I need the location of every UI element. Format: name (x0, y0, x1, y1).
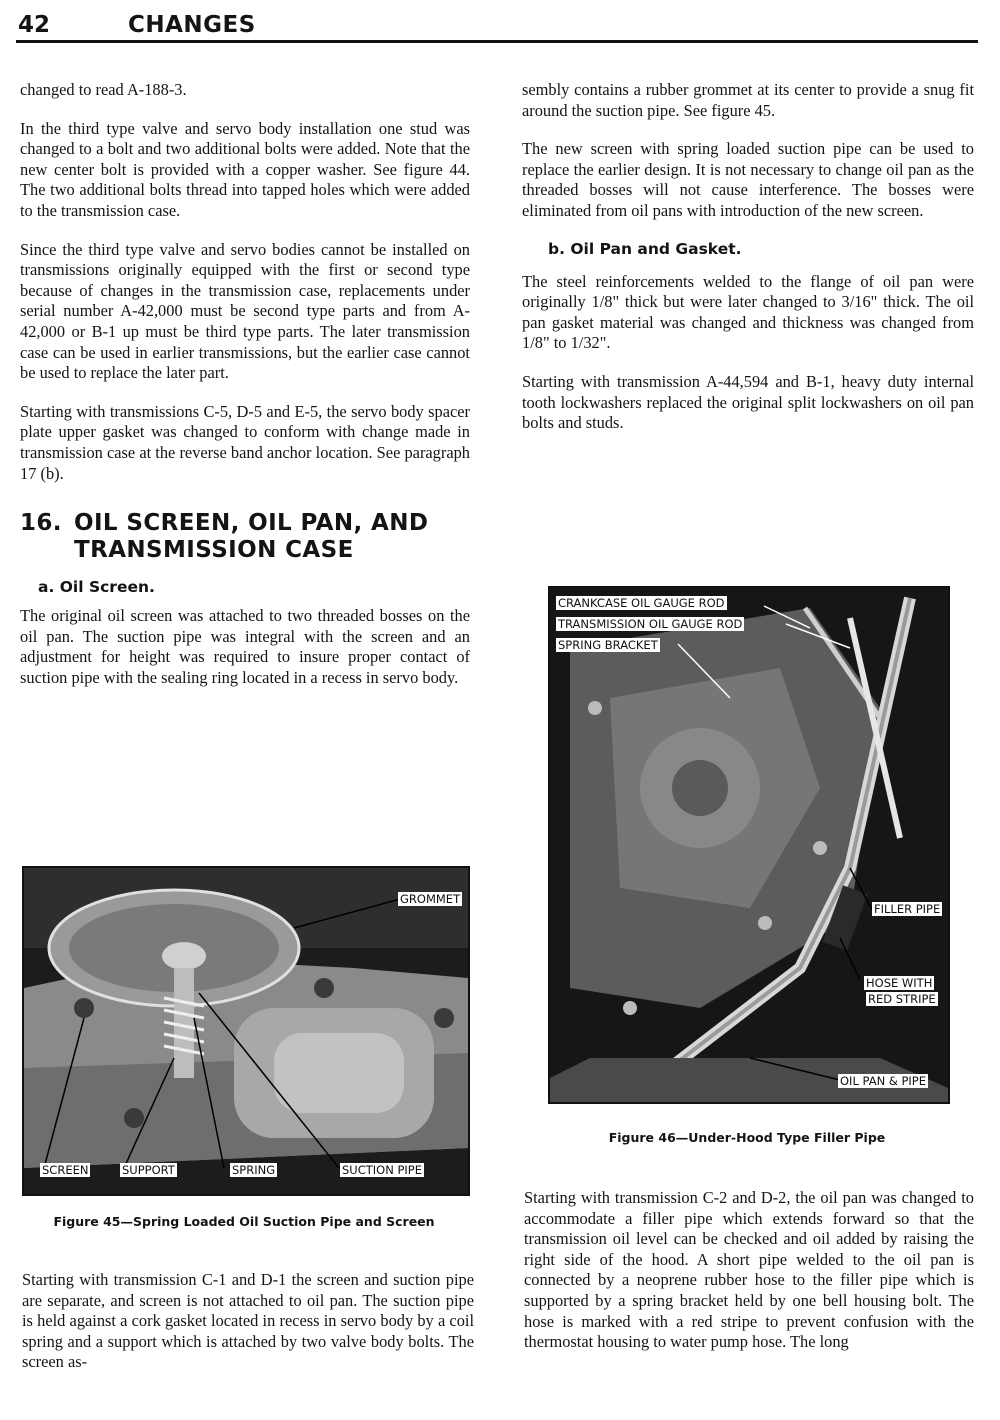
paragraph: Starting with transmission A-44,594 and B-1, heavy duty internal tooth lockwashers replaced the original split lockwashers on oil pan bolts and studs. (522, 371, 974, 433)
paragraph: changed to read A-188-3. (20, 80, 187, 99)
page-header (16, 10, 978, 43)
callout-spring: SPRING (232, 1163, 276, 1177)
paragraph: The original oil screen was attached to two threaded bosses on the oil pan. The suction pipe was integral with the screen and an adjustment for height was required to insure proper contact of suction pipe with the sealing ring located in a recess in servo body. (20, 606, 470, 687)
figure-46-photo (548, 586, 950, 1104)
callout-hose-line1: HOSE WITH (866, 976, 933, 990)
left-column (20, 80, 470, 706)
callout-grommet: GROMMET (400, 892, 461, 906)
subheading-oil-screen: a. Oil Screen. (38, 578, 155, 597)
callout-suction-pipe: SUCTION PIPE (342, 1163, 423, 1177)
callout-support: SUPPORT (122, 1163, 175, 1177)
callout-hose-line2: RED STRIPE (868, 992, 936, 1006)
paragraph: sembly contains a rubber grommet at its center to provide a snug fit around the suction pipe. See figure 45. (522, 80, 974, 120)
paragraph: The steel reinforcements welded to the flange of oil pan were originally 1/8" thick but were later changed to 3/16" thick. The oil pan gasket material was changed and thickness was changed from 1/8" to 1/32". (522, 271, 974, 353)
section-title-line2: TRANSMISSION CASE (74, 537, 354, 564)
section-number: 16. (20, 510, 62, 537)
section-title-line1: OIL SCREEN, OIL PAN, AND (74, 510, 429, 537)
paragraph: Starting with transmission C-2 and D-2, the oil pan was changed to accommodate a filler pipe which extends forward so that the transmission oil level can be checked and oil added by raising the right side of the hood. A short pipe welded to the oil pan is connected by a neoprene rubber hose to the filler pipe which is supported by a spring bracket held by one bell housing bolt. The hose is marked with a red stripe to prevent confusion with the thermostat housing to water pump hose. The long (524, 1188, 974, 1352)
figure-45-photo (22, 866, 470, 1196)
callout-crankcase-rod: CRANKCASE OIL GAUGE ROD (558, 596, 725, 610)
callout-oil-pan-pipe: OIL PAN & PIPE (840, 1074, 926, 1088)
paragraph: Starting with transmission C-1 and D-1 the screen and suction pipe are separate, and screen is not attached to oil pan. The suction pipe is held against a cork gasket located in recess in servo body by a coil spring and a support which is attached by two valve body bolts. The screen as- (22, 1270, 474, 1372)
page-number: 42 (18, 12, 51, 38)
paragraph: Starting with transmissions C-5, D-5 and E-5, the servo body spacer plate upper gasket was changed to conform with change made in transmission case at the reverse band anchor location. See paragraph 17 (b). (20, 401, 470, 483)
subheading-oil-pan: b. Oil Pan and Gasket. (548, 239, 742, 258)
right-column (522, 80, 974, 452)
section-heading (20, 510, 470, 564)
callout-transmission-rod: TRANSMISSION OIL GAUGE ROD (558, 617, 743, 631)
oil-screen-illustration (24, 868, 468, 1194)
figure-46-caption: Figure 46—Under-Hood Type Filler Pipe (608, 1130, 886, 1145)
callout-spring-bracket: SPRING BRACKET (558, 638, 658, 652)
callout-filler-pipe: FILLER PIPE (874, 902, 941, 916)
running-title: CHANGES (128, 12, 256, 38)
filler-pipe-illustration (550, 588, 948, 1102)
figure-45-caption: Figure 45—Spring Loaded Oil Suction Pipe and Screen (53, 1214, 435, 1229)
paragraph: In the third type valve and servo body installation one stud was changed to a bolt and two additional bolts were added. Note that the new center bolt is provided with a copper washer. See figure 44. The two additional bolts thread into tapped holes which were added to the transmission case. (20, 118, 470, 220)
paragraph: The new screen with spring loaded suction pipe can be used to replace the earlier design. It is not necessary to change oil pan as the threaded bosses will not cause interference. The bosses were eliminated from oil pans with introduction of the new screen. (522, 139, 974, 220)
paragraph: Since the third type valve and servo bodies cannot be installed on transmissions originally equipped with the first or second type because of changes in the transmission case, replacements under serial number A-42,000 must be second type parts and from A-42,000 or B-1 up must be third type parts. The later transmission case can be used in earlier transmissions, but the earlier case cannot be used to replace the later part. (20, 239, 470, 383)
callout-screen: SCREEN (42, 1163, 89, 1177)
